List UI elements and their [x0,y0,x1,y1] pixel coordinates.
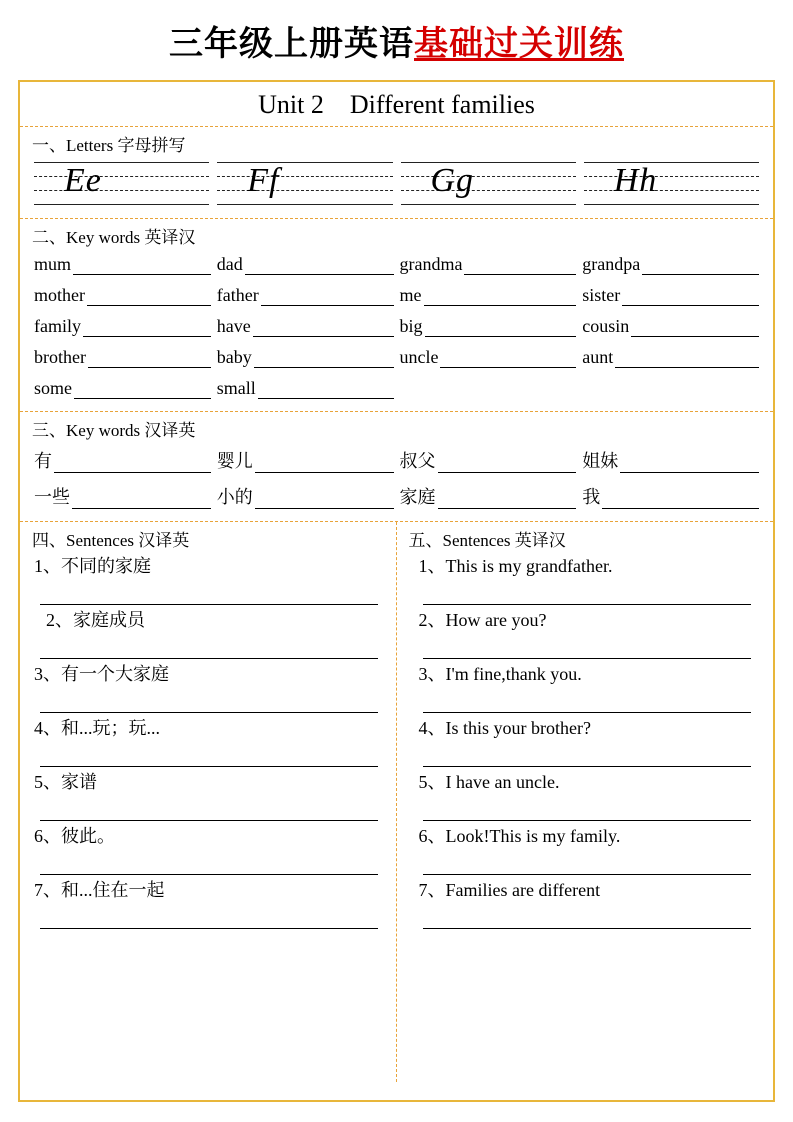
letter-box[interactable] [401,160,576,206]
letter-box[interactable] [584,160,759,206]
answer-line[interactable] [40,903,378,929]
answer-blank[interactable] [602,493,759,509]
word-label: mother [34,285,85,305]
word-label: 小的 [216,487,253,507]
sentence-item [409,607,762,659]
sentence-prompt: 3、有一个大家庭 [34,664,169,684]
worksheet-sheet [18,80,775,1102]
word-label: cousin [582,316,630,336]
word-item[interactable] [217,483,394,509]
sentence-item [409,823,762,875]
answer-blank[interactable] [261,290,394,306]
word-label: small [216,378,256,398]
unit-number: Unit 2 [258,90,324,119]
word-label: mum [34,254,72,274]
answer-line[interactable] [423,849,752,875]
letter-box[interactable] [217,160,392,206]
word-item[interactable] [400,347,577,368]
sentence-item [409,769,762,821]
answer-line[interactable] [423,579,752,605]
word-label: 有 [34,451,52,471]
letter-box[interactable] [34,160,209,206]
page-title-red: 基础过关训练 [414,26,624,63]
section-sentences-cn [20,522,397,1082]
answer-blank[interactable] [438,493,577,509]
answer-blank[interactable] [440,352,576,368]
answer-blank[interactable] [87,290,211,306]
word-label: baby [216,347,252,367]
answer-line[interactable] [423,795,752,821]
answer-blank[interactable] [438,457,577,473]
answer-blank[interactable] [254,352,394,368]
sentence-item [409,553,762,605]
answer-line[interactable] [40,579,378,605]
sentence-item [409,661,762,713]
sentence-item [32,823,384,875]
sentences-area [20,522,773,1082]
word-label: father [216,285,259,305]
word-item[interactable] [400,447,577,473]
word-label: brother [34,347,86,367]
answer-blank[interactable] [620,457,759,473]
sentence-prompt: 5、家谱 [34,772,97,792]
answer-blank[interactable] [255,457,394,473]
sentence-item [32,877,384,929]
answer-blank[interactable] [642,259,759,275]
section-sentences-en [397,522,774,1082]
word-item[interactable] [582,483,759,509]
answer-blank[interactable] [464,259,576,275]
word-label: some [34,378,72,398]
word-label: have [216,316,251,336]
answer-blank[interactable] [88,352,211,368]
word-item[interactable] [582,285,759,306]
sentence-prompt: 2、How are you? [418,610,547,630]
keywords-cn-grid [32,443,761,515]
sentence-item [409,715,762,767]
answer-line[interactable] [423,903,752,929]
unit-name: Different families [349,90,535,119]
answer-blank[interactable] [631,321,759,337]
answer-line[interactable] [40,741,378,767]
word-item[interactable] [34,378,211,399]
sentence-item [409,877,762,929]
word-item[interactable] [34,483,211,509]
sentence-item [32,769,384,821]
sentence-prompt: 7、和...住在一起 [34,880,165,900]
answer-line[interactable] [423,633,752,659]
word-item[interactable] [582,316,759,337]
answer-blank[interactable] [622,290,759,306]
section-letters-title: 一、Letters 字母拼写 [32,136,186,155]
answer-line[interactable] [40,633,378,659]
word-item[interactable] [400,285,577,306]
word-item[interactable] [217,254,394,275]
word-label: grandpa [582,254,641,274]
word-item[interactable] [34,254,211,275]
word-label: family [34,316,81,336]
answer-blank[interactable] [425,321,577,337]
answer-blank[interactable] [258,383,394,399]
sentence-prompt: 5、I have an uncle. [418,772,560,792]
answer-line[interactable] [40,849,378,875]
sentence-item [32,715,384,767]
answer-blank[interactable] [74,383,211,399]
letters-row [32,158,761,212]
word-label: me [399,285,422,305]
answer-line[interactable] [40,795,378,821]
word-item[interactable] [582,347,759,368]
word-item[interactable] [217,347,394,368]
word-item[interactable] [34,285,211,306]
answer-blank[interactable] [253,321,394,337]
answer-line[interactable] [423,741,752,767]
word-label: 家庭 [399,487,436,507]
section-keywords-cn-title: 三、Key words 汉译英 [32,421,196,440]
word-item[interactable] [34,447,211,473]
word-label: dad [216,254,243,274]
letter-glyph: Ff [247,162,280,199]
word-label: uncle [399,347,439,367]
section-sentences-cn-title: 四、Sentences 汉译英 [32,531,190,550]
page-title-black: 三年级上册英语 [169,26,414,63]
word-label: big [399,316,423,336]
word-item[interactable] [400,316,577,337]
word-label: 姐妹 [582,451,619,471]
answer-blank[interactable] [245,259,394,275]
letter-glyph: Gg [430,162,475,199]
answer-blank[interactable] [255,493,394,509]
word-item[interactable] [34,347,211,368]
sentence-prompt: 7、Families are different [418,880,601,900]
word-label: 我 [582,487,601,507]
word-item[interactable] [217,285,394,306]
answer-blank[interactable] [424,290,577,306]
word-item[interactable] [217,316,394,337]
word-item[interactable] [217,378,394,399]
sentence-prompt: 3、I'm fine,thank you. [418,664,582,684]
letter-glyph: Ee [64,162,102,199]
sentence-prompt: 6、Look!This is my family. [418,826,621,846]
section-keywords-en-title: 二、Key words 英译汉 [32,228,196,247]
unit-header [20,82,773,126]
word-item[interactable] [582,447,759,473]
word-item[interactable] [34,316,211,337]
sentence-prompt: 4、和...玩；玩... [34,718,160,738]
answer-line[interactable] [40,687,378,713]
word-item[interactable] [217,447,394,473]
answer-blank[interactable] [54,457,211,473]
section-letters [20,127,773,218]
word-label: 婴儿 [216,451,253,471]
word-item[interactable] [400,254,577,275]
answer-blank[interactable] [72,493,211,509]
letter-glyph: Hh [613,162,658,199]
word-label: grandma [399,254,463,274]
sentence-item [32,661,384,713]
sentence-prompt: 1、不同的家庭 [34,556,151,576]
word-label: sister [582,285,621,305]
answer-blank[interactable] [73,259,211,275]
section-keywords-cn [20,412,773,521]
sentence-item [32,607,384,659]
page-title [0,0,793,71]
word-item[interactable] [400,483,577,509]
word-label: 叔父 [399,451,436,471]
sentence-prompt: 2、家庭成员 [46,610,145,630]
keywords-en-grid [32,250,761,405]
answer-line[interactable] [423,687,752,713]
answer-blank[interactable] [615,352,759,368]
sentence-prompt: 1、This is my grandfather. [418,556,613,576]
section-keywords-en [20,219,773,411]
word-label: 一些 [34,487,70,507]
sentence-prompt: 4、Is this your brother? [418,718,591,738]
answer-blank[interactable] [83,321,211,337]
word-item[interactable] [582,254,759,275]
section-sentences-en-title: 五、Sentences 英译汉 [408,531,566,550]
sentence-prompt: 6、彼此。 [34,826,115,846]
word-label: aunt [582,347,614,367]
sentence-item [32,553,384,605]
